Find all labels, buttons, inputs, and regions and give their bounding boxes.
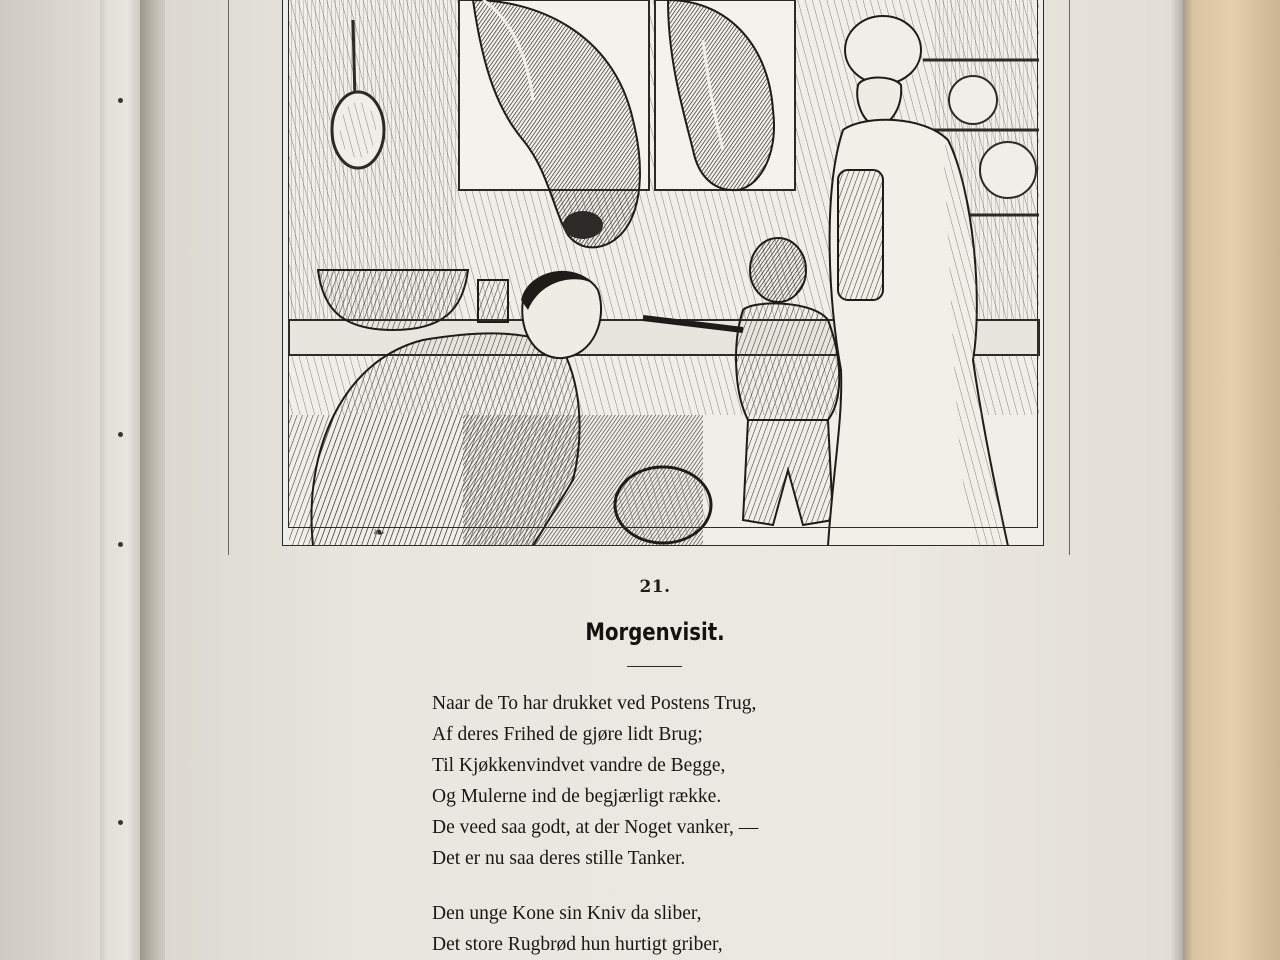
poem-line: Den unge Kone sin Kniv da sliber, xyxy=(432,903,702,924)
svg-text:❧: ❧ xyxy=(373,525,385,541)
engraving-illustration xyxy=(282,0,1044,546)
kitchen-scene-engraving xyxy=(283,0,1044,546)
title-divider xyxy=(627,666,682,667)
poem-line: Og Mulerne ind de begjærligt række. xyxy=(432,786,722,807)
poem-line: Til Kjøkkenvindvet vandre de Begge, xyxy=(432,755,726,776)
poem-title: Morgenvisit. xyxy=(585,618,725,646)
stanza-gap xyxy=(432,874,932,898)
poem-line: Af deres Frihed de gjøre lidt Brug; xyxy=(432,724,703,745)
poem-line: Det er nu saa deres stille Tanker. xyxy=(432,848,686,869)
left-page xyxy=(0,0,150,960)
binding-stitch xyxy=(118,542,123,547)
binding-stitch xyxy=(118,432,123,437)
poem-line: Det store Rugbrød hun hurtigt griber, xyxy=(432,934,723,955)
poem-line: De veed saa godt, at der Noget vanker, — xyxy=(432,817,759,838)
poem-line: Naar de To har drukket ved Postens Trug, xyxy=(432,693,757,714)
binding-stitch xyxy=(118,820,123,825)
left-page-edge xyxy=(100,0,108,960)
binding-stitch xyxy=(118,98,123,103)
book-cover-edge xyxy=(1183,0,1280,960)
poem-body xyxy=(432,688,932,960)
poem-number: 21. xyxy=(639,577,671,597)
